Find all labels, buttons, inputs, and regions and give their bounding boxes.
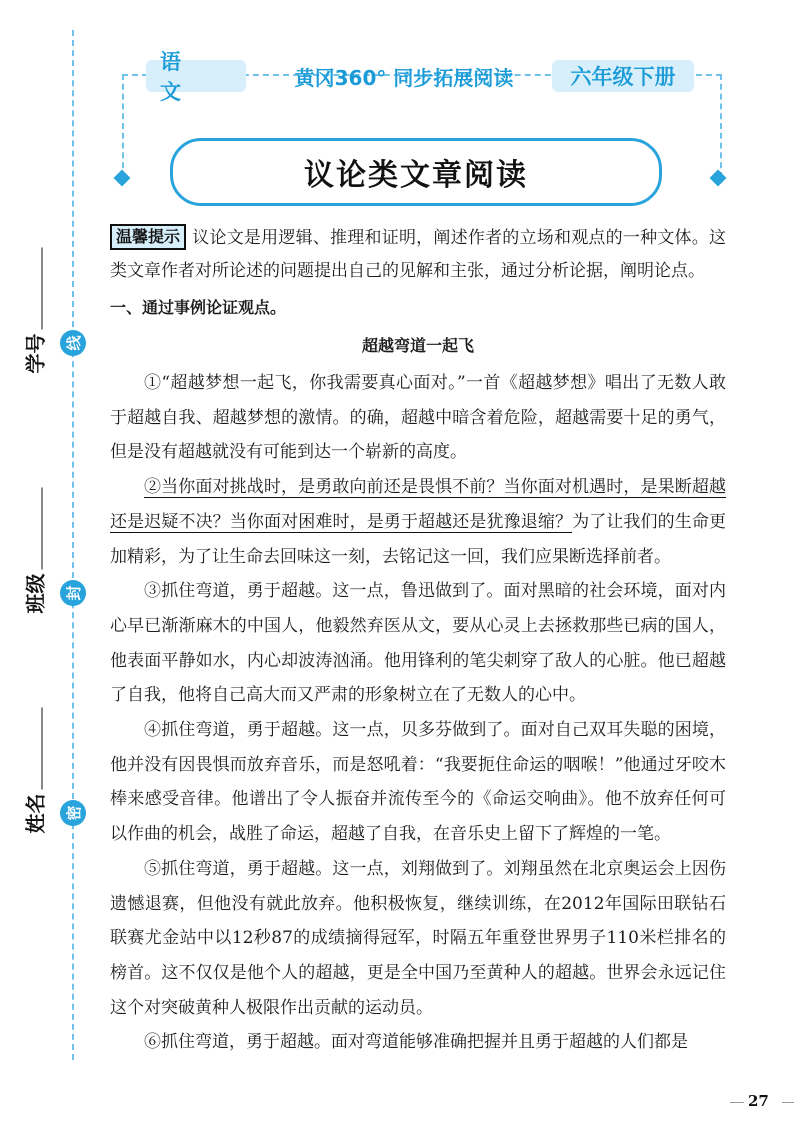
paragraph-1: ①“超越梦想一起飞，你我需要真心面对。”一首《超越梦想》唱出了无数人敢于超越自我、超越梦想的激情。的确，超越中暗含着危险，超越需要十足的勇气，但是没有超越就没有可能到达一个崭新的高度。 — [110, 373, 726, 463]
class-blank[interactable] — [26, 487, 43, 569]
binding-mark-xian: 线 — [60, 330, 86, 356]
paragraph-5: ⑤抓住弯道，勇于超越。这一点，刘翔做到了。刘翔虽然在北京奥运会上因伤遗憾退赛，但他没有就此放弃。他积极恢复，继续训练，在2012年国际田联钻石联赛尤金站中以12秒87的成绩摘得冠军，时隔五年重登世界男子110米栏排名的榜首。这不仅仅是他个人的超越，更是全中国乃至黄种人的超越。世界会永远记住这个对突破黄种人极限作出贡献的运动员。 — [110, 858, 726, 1018]
page-number-dash-left — [730, 1102, 744, 1103]
subject-tag: 语 文 — [146, 60, 246, 92]
tip-text: 议论文是用逻辑、推理和证明，阐述作者的立场和观点的一种文体。这类文章作者对所论述的问题提出自己的见解和主张，通过分析论据，阐明论点。 — [110, 228, 726, 281]
section-heading: 一、通过事例论证观点。 — [110, 298, 287, 317]
paragraph-2 — [110, 470, 726, 574]
student-id-label: 学号 — [23, 333, 48, 373]
tip-badge: 温馨提示 — [110, 224, 186, 250]
student-id-blank[interactable] — [26, 247, 43, 329]
page-number-dash-right — [782, 1102, 794, 1103]
series-title: 黄冈360° 同步拓展阅读 — [294, 65, 514, 90]
paragraph-2-rest: 为了让我们的生命更加精彩，为了让生命去回味这一刻，去铭记这一回，我们应果断选择前者。 — [110, 511, 727, 567]
binding-mark-mi: 密 — [60, 800, 86, 826]
article-title: 超越弯道一起飞 — [361, 336, 474, 355]
page-title: 议论类文章阅读 — [170, 138, 662, 206]
name-blank[interactable] — [26, 707, 43, 789]
paragraph-2-underlined: ②当你面对挑战时，是勇敢向前还是畏惧不前？当你面对机遇时，是果断超越还是迟疑不决？当你面对困难时，是勇于超越还是犹豫退缩？ — [110, 477, 726, 532]
class-field[interactable] — [14, 480, 54, 620]
binding-dashed-line — [72, 30, 74, 1060]
binding-mark-feng: 封 — [60, 580, 86, 606]
grade-tag: 六年级下册 — [552, 60, 694, 92]
name-label: 姓名 — [23, 793, 48, 833]
paragraph-6: ⑥抓住弯道，勇于超越。面对弯道能够准确把握并且勇于超越的人们都是 — [144, 1032, 688, 1053]
main-content — [110, 222, 726, 1060]
paragraph-3: ③抓住弯道，勇于超越。这一点，鲁迅做到了。面对黑暗的社会环境，面对内心早已渐渐麻木的中国人，他毅然弃医从文，要从心灵上去拯救那些已病的国人，他表面平静如水，内心却波涛汹涌。他用锋利的笔尖刺穿了敌人的心脏。他已超越了自我，他将自己高大而又严肃的形象树立在了无数人的心中。 — [110, 581, 726, 706]
student-id-field[interactable] — [14, 240, 54, 380]
name-field[interactable] — [14, 700, 54, 840]
class-label: 班级 — [23, 573, 48, 613]
tip-paragraph — [110, 222, 726, 288]
page-number: 27 — [748, 1092, 769, 1110]
paragraph-4: ④抓住弯道，勇于超越。这一点，贝多芬做到了。面对自己双耳失聪的困境，他并没有因畏惧而放弃音乐，而是怒吼着：“我要扼住命运的咽喉！”他通过牙咬木棒来感受音律。他谱出了令人振奋并流传至今的《命运交响曲》。他不放弃任何可以作曲的机会，战胜了命运，超越了自我，在音乐史上留下了辉煌的一笔。 — [110, 720, 726, 845]
